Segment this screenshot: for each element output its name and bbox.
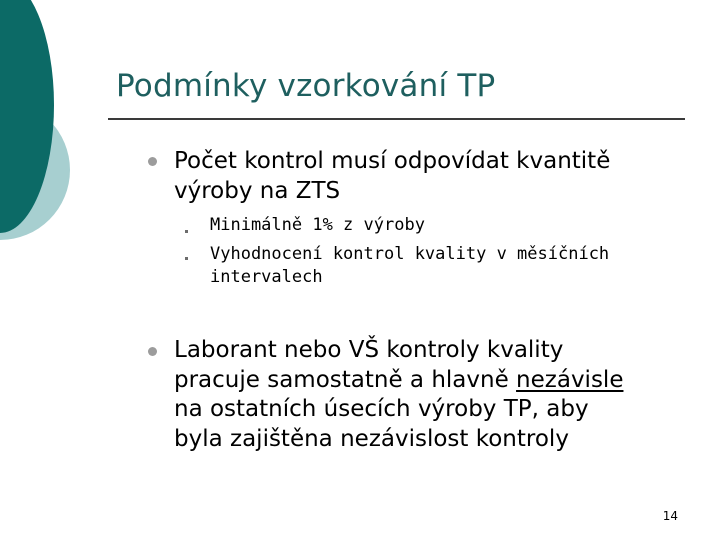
bullet-2-line-2: [174, 366, 694, 396]
bullet-1-line-2: výroby na ZTS: [174, 177, 341, 204]
decorative-circles: [0, 0, 120, 300]
bullet-1-text: [174, 147, 694, 206]
subbullet-2-line-2: intervalech: [210, 267, 323, 287]
subbullet-icon: [185, 230, 188, 233]
bullet-2-text: [174, 336, 694, 454]
subbullet-1-line-1: Minimálně 1% z výroby: [210, 215, 425, 235]
subbullet-2-line-1: Vyhodnocení kontrol kvality v měsíčních: [210, 244, 610, 264]
bullet-2-line-2-text: pracuje samostatně a hlavně: [174, 366, 517, 393]
bullet-icon: [148, 157, 157, 166]
subbullet-1-text: [210, 214, 425, 237]
subbullet-icon: [185, 257, 188, 260]
underlined-emphasis: nezávisle: [516, 366, 624, 393]
bullet-icon: [148, 347, 157, 356]
subbullet-2-text: [210, 243, 609, 289]
bullet-2-line-4: byla zajištěna nezávislost kontroly: [174, 425, 569, 452]
bullet-2-line-1: Laborant nebo VŠ kontroly kvality: [174, 337, 564, 363]
page-number: 14: [662, 509, 678, 523]
slide-title: Podmínky vzorkování TP: [116, 68, 496, 104]
bullet-2-line-3: na ostatních úsecích výroby TP, aby: [174, 396, 589, 422]
title-divider: [108, 118, 685, 120]
bullet-1-line-1: Počet kontrol musí odpovídat kvantitě: [174, 148, 611, 174]
